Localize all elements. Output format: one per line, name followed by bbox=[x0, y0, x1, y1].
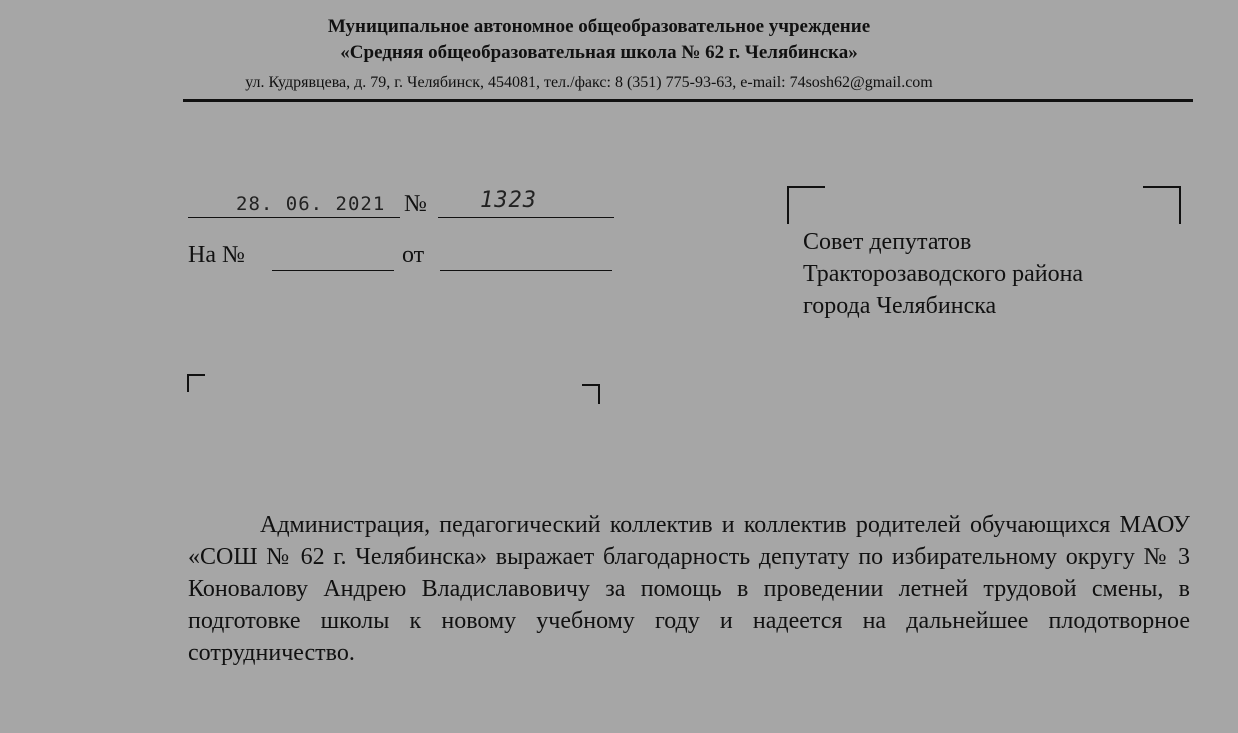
recipient-line-1: Совет депутатов bbox=[803, 229, 972, 255]
organization-name: Муниципальное автономное общеобразовательное учреждение bbox=[327, 16, 871, 37]
recipient-corner-mark-right bbox=[1143, 186, 1181, 224]
letterhead-divider bbox=[183, 99, 1193, 102]
number-label: № bbox=[404, 191, 427, 217]
letter-body: Администрация, педагогический коллектив и коллектив родителей обучающихся МАОУ «СОШ № 62 г. Челябинска» выражает благодарность депутату по избирательному округу № 3 Коновалову Андрею Владиславовичу за помощь в проведении летней трудовой смены, в подготовке школы к новому учебному году и надеется на дальнейшее плодотворное сотрудничество. bbox=[188, 512, 1190, 666]
outgoing-number: 1323 bbox=[480, 188, 537, 213]
number-underline bbox=[438, 217, 614, 218]
recipient-line-3: города Челябинска bbox=[803, 293, 997, 319]
reply-date-underline bbox=[440, 270, 612, 271]
recipient-line-2: Тракторозаводского района bbox=[803, 261, 1084, 287]
reply-number-label: На № bbox=[188, 242, 245, 268]
school-address: ул. Кудрявцева, д. 79, г. Челябинск, 454081, тел./факс: 8 (351) 775-93-63, e-mail: 74sosh62@gmail.com bbox=[245, 74, 933, 91]
school-name: «Средняя общеобразовательная школа № 62 г. Челябинска» bbox=[340, 42, 858, 63]
reply-number-underline bbox=[272, 270, 394, 271]
subject-corner-mark-left bbox=[187, 374, 205, 392]
recipient-corner-mark-left bbox=[787, 186, 825, 224]
date-underline bbox=[188, 217, 400, 218]
outgoing-date: 28. 06. 2021 bbox=[236, 193, 386, 215]
reply-from-label: от bbox=[402, 242, 425, 268]
subject-corner-mark-right bbox=[582, 384, 600, 404]
